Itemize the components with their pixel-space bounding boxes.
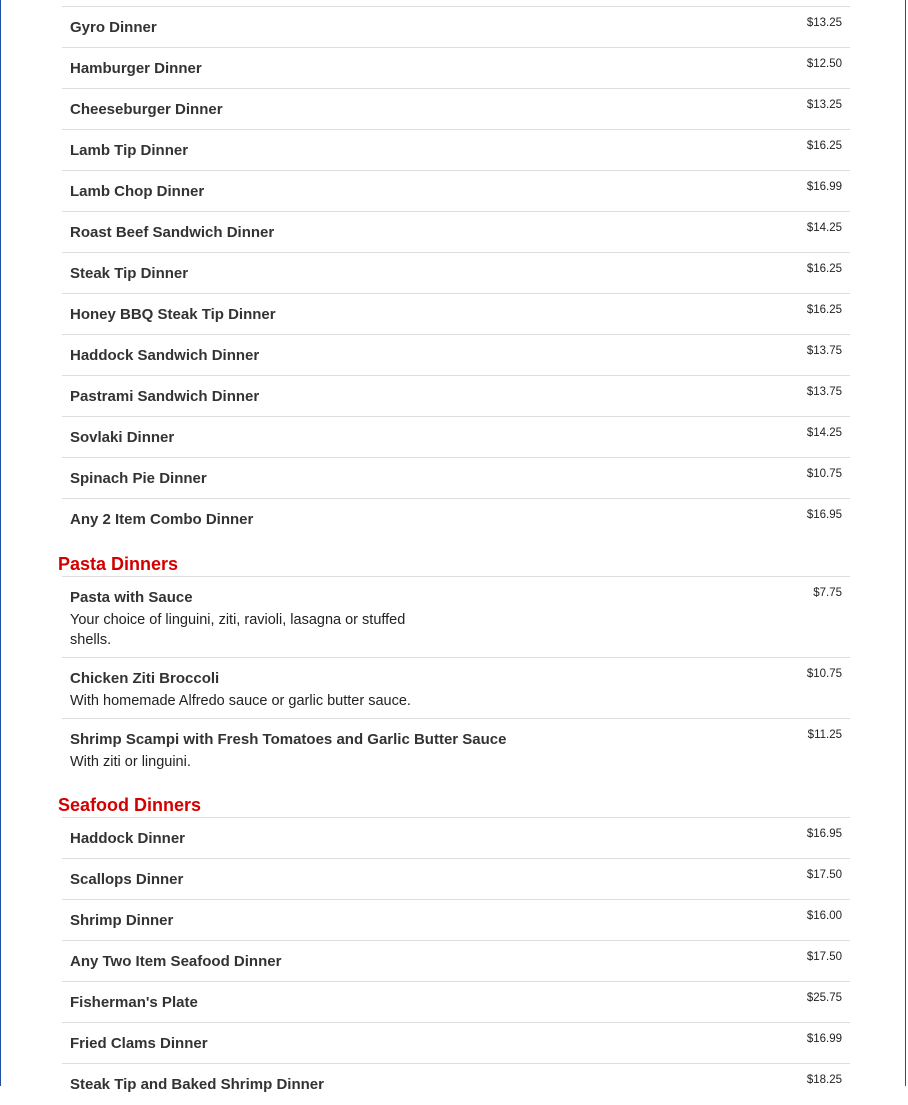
item-price: $14.25 [806,427,842,439]
item-name: Scallops Dinner [70,871,184,888]
item-name: Fried Clams Dinner [70,1035,208,1052]
item-name: Shrimp Dinner [70,912,174,929]
item-name: Hamburger Dinner [70,60,202,77]
item-price: $16.99 [806,181,842,193]
item-name: Shrimp Scampi with Fresh Tomatoes and Garlic Butter Sauce [70,731,507,748]
seafood-list [58,818,850,1105]
menu-item-steak-tip-and-baked-shrimp-dinner[interactable] [62,1064,850,1105]
menu-item-fishermans-plate[interactable] [62,982,850,1023]
menu-item-chicken-ziti-broccoli[interactable] [62,658,850,719]
item-price: $12.50 [806,58,842,70]
menu-item-honey-bbq-steak-tip-dinner[interactable] [62,294,850,335]
menu-item-steak-tip-dinner[interactable] [62,253,850,294]
item-name: Lamb Chop Dinner [70,183,205,200]
menu-item-any-2-item-combo-dinner[interactable] [62,499,850,540]
item-name: Haddock Dinner [70,830,186,847]
spacer [58,780,850,795]
item-price: $17.50 [806,951,842,963]
item-name: Cheeseburger Dinner [70,101,223,118]
menu-item-gyro-dinner[interactable] [62,7,850,48]
item-name: Pastrami Sandwich Dinner [70,388,260,405]
menu-item-spinach-pie-dinner[interactable] [62,458,850,499]
menu-item-lamb-chop-dinner[interactable] [62,171,850,212]
item-name: Roast Beef Sandwich Dinner [70,224,275,241]
item-price: $14.25 [806,222,842,234]
item-name: Any 2 Item Combo Dinner [70,511,254,528]
menu-item-roast-beef-sandwich-dinner[interactable] [62,212,850,253]
menu-item-haddock-dinner[interactable] [62,818,850,859]
item-name: Steak Tip and Baked Shrimp Dinner [70,1076,324,1093]
dinners-list [58,7,850,540]
menu-item-pastrami-sandwich-dinner[interactable] [62,376,850,417]
item-name: Lamb Tip Dinner [70,142,189,159]
item-name: Honey BBQ Steak Tip Dinner [70,306,276,323]
spacer [58,540,850,554]
menu-item-shrimp-scampi[interactable] [62,719,850,780]
item-price: $11.25 [807,729,842,741]
menu-content [58,0,850,1105]
item-name: Chicken Ziti Broccoli [70,670,220,687]
menu-item-fried-clams-dinner[interactable] [62,1023,850,1064]
item-price: $7.75 [813,587,842,599]
menu-item-pasta-with-sauce[interactable] [62,577,850,658]
menu-item-haddock-sandwich-dinner[interactable] [62,335,850,376]
menu-item-scallops-dinner[interactable] [62,859,850,900]
menu-item-any-two-item-seafood-dinner[interactable] [62,941,850,982]
menu-item-shrimp-dinner[interactable] [62,900,850,941]
item-name: Haddock Sandwich Dinner [70,347,260,364]
item-price: $16.00 [806,910,842,922]
item-price: $25.75 [806,992,842,1004]
item-price: $13.25 [806,99,842,111]
item-price: $13.75 [806,345,842,357]
item-name: Fisherman's Plate [70,994,198,1011]
item-price: $16.25 [806,140,842,152]
divider [62,0,850,7]
item-price: $10.75 [806,468,842,480]
item-name: Pasta with Sauce [70,589,193,606]
item-description: With homemade Alfredo sauce or garlic butter sauce. [70,693,411,709]
item-price: $16.95 [806,509,842,521]
item-price: $17.50 [806,869,842,881]
item-price: $16.99 [806,1033,842,1045]
menu-item-sovlaki-dinner[interactable] [62,417,850,458]
menu-item-lamb-tip-dinner[interactable] [62,130,850,171]
menu-item-cheeseburger-dinner[interactable] [62,89,850,130]
item-name: Spinach Pie Dinner [70,470,207,487]
pasta-list [58,577,850,780]
item-name: Steak Tip Dinner [70,265,189,282]
item-price: $13.25 [806,17,842,29]
item-description: Your choice of linguini, ziti, ravioli, lasagna or stuffed shells. [70,612,406,648]
item-name: Gyro Dinner [70,19,157,36]
item-price: $16.25 [806,304,842,316]
item-price: $16.95 [806,828,842,840]
item-price: $16.25 [806,263,842,275]
section-title-pasta: Pasta Dinners [58,554,179,574]
item-price: $18.25 [806,1074,842,1086]
menu-item-hamburger-dinner[interactable] [62,48,850,89]
section-title-seafood: Seafood Dinners [58,795,202,815]
item-price: $10.75 [806,668,842,680]
item-name: Sovlaki Dinner [70,429,175,446]
item-description: With ziti or linguini. [70,754,191,770]
item-name: Any Two Item Seafood Dinner [70,953,282,970]
item-price: $13.75 [806,386,842,398]
